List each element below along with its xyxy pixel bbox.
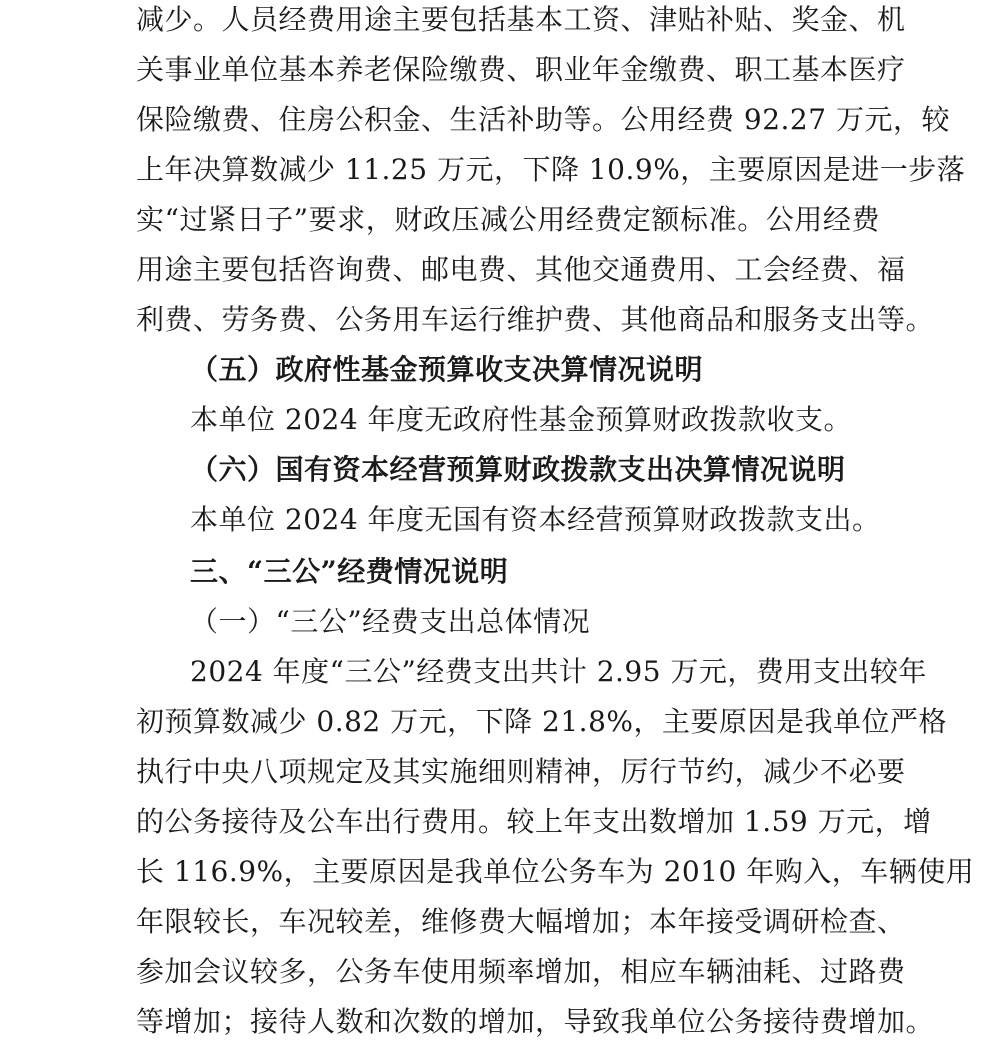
body-text-line: 实“过紧日子”要求，财政压减公用经费定额标准。公用经费 [136,203,880,236]
body-text-line: 的公务接待及公车出行费用。较上年支出数增加 1.59 万元，增 [136,805,932,838]
body-text-line: 长 116.9%，主要原因是我单位公务车为 2010 年购入，车辆使用 [136,855,975,888]
body-text-line: 用途主要包括咨询费、邮电费、其他交通费用、工会经费、福 [136,253,906,286]
body-text-line: 本单位 2024 年度无政府性基金预算财政拨款收支。 [190,403,853,436]
body-text-line: 本单位 2024 年度无国有资本经营预算财政拨款支出。 [190,503,881,536]
body-text-line: 参加会议较多，公务车使用频率增加，相应车辆油耗、过路费 [136,955,906,988]
body-text-line: 等增加；接待人数和次数的增加，导致我单位公务接待费增加。 [136,1005,935,1038]
body-text-line: 执行中央八项规定及其实施细则精神，厉行节约，减少不必要 [136,755,906,788]
section-heading-6: （六）国有资本经营预算财政拨款支出决算情况说明 [190,453,846,486]
body-text-line: 利费、劳务费、公务用车运行维护费、其他商品和服务支出等。 [136,303,935,336]
subsection-heading-1: （一）“三公”经费支出总体情况 [190,605,591,638]
chapter-heading-3: 三、“三公”经费情况说明 [190,555,509,588]
body-text-line: 减少。人员经费用途主要包括基本工资、津贴补贴、奖金、机 [136,3,906,36]
body-text-line: 年限较长，车况较差，维修费大幅增加；本年接受调研检查、 [136,905,906,938]
section-heading-5: （五）政府性基金预算收支决算情况说明 [190,353,704,386]
body-text-line: 2024 年度“三公”经费支出共计 2.95 万元，费用支出较年 [190,655,927,688]
body-text-line: 初预算数减少 0.82 万元，下降 21.8%，主要原因是我单位严格 [136,705,947,738]
body-text-line: 上年决算数减少 11.25 万元，下降 10.9%，主要原因是进一步落 [136,153,966,186]
body-text-line: 关事业单位基本养老保险缴费、职业年金缴费、职工基本医疗 [136,53,906,86]
body-text-line: 保险缴费、住房公积金、生活补助等。公用经费 92.27 万元，较 [136,103,950,136]
